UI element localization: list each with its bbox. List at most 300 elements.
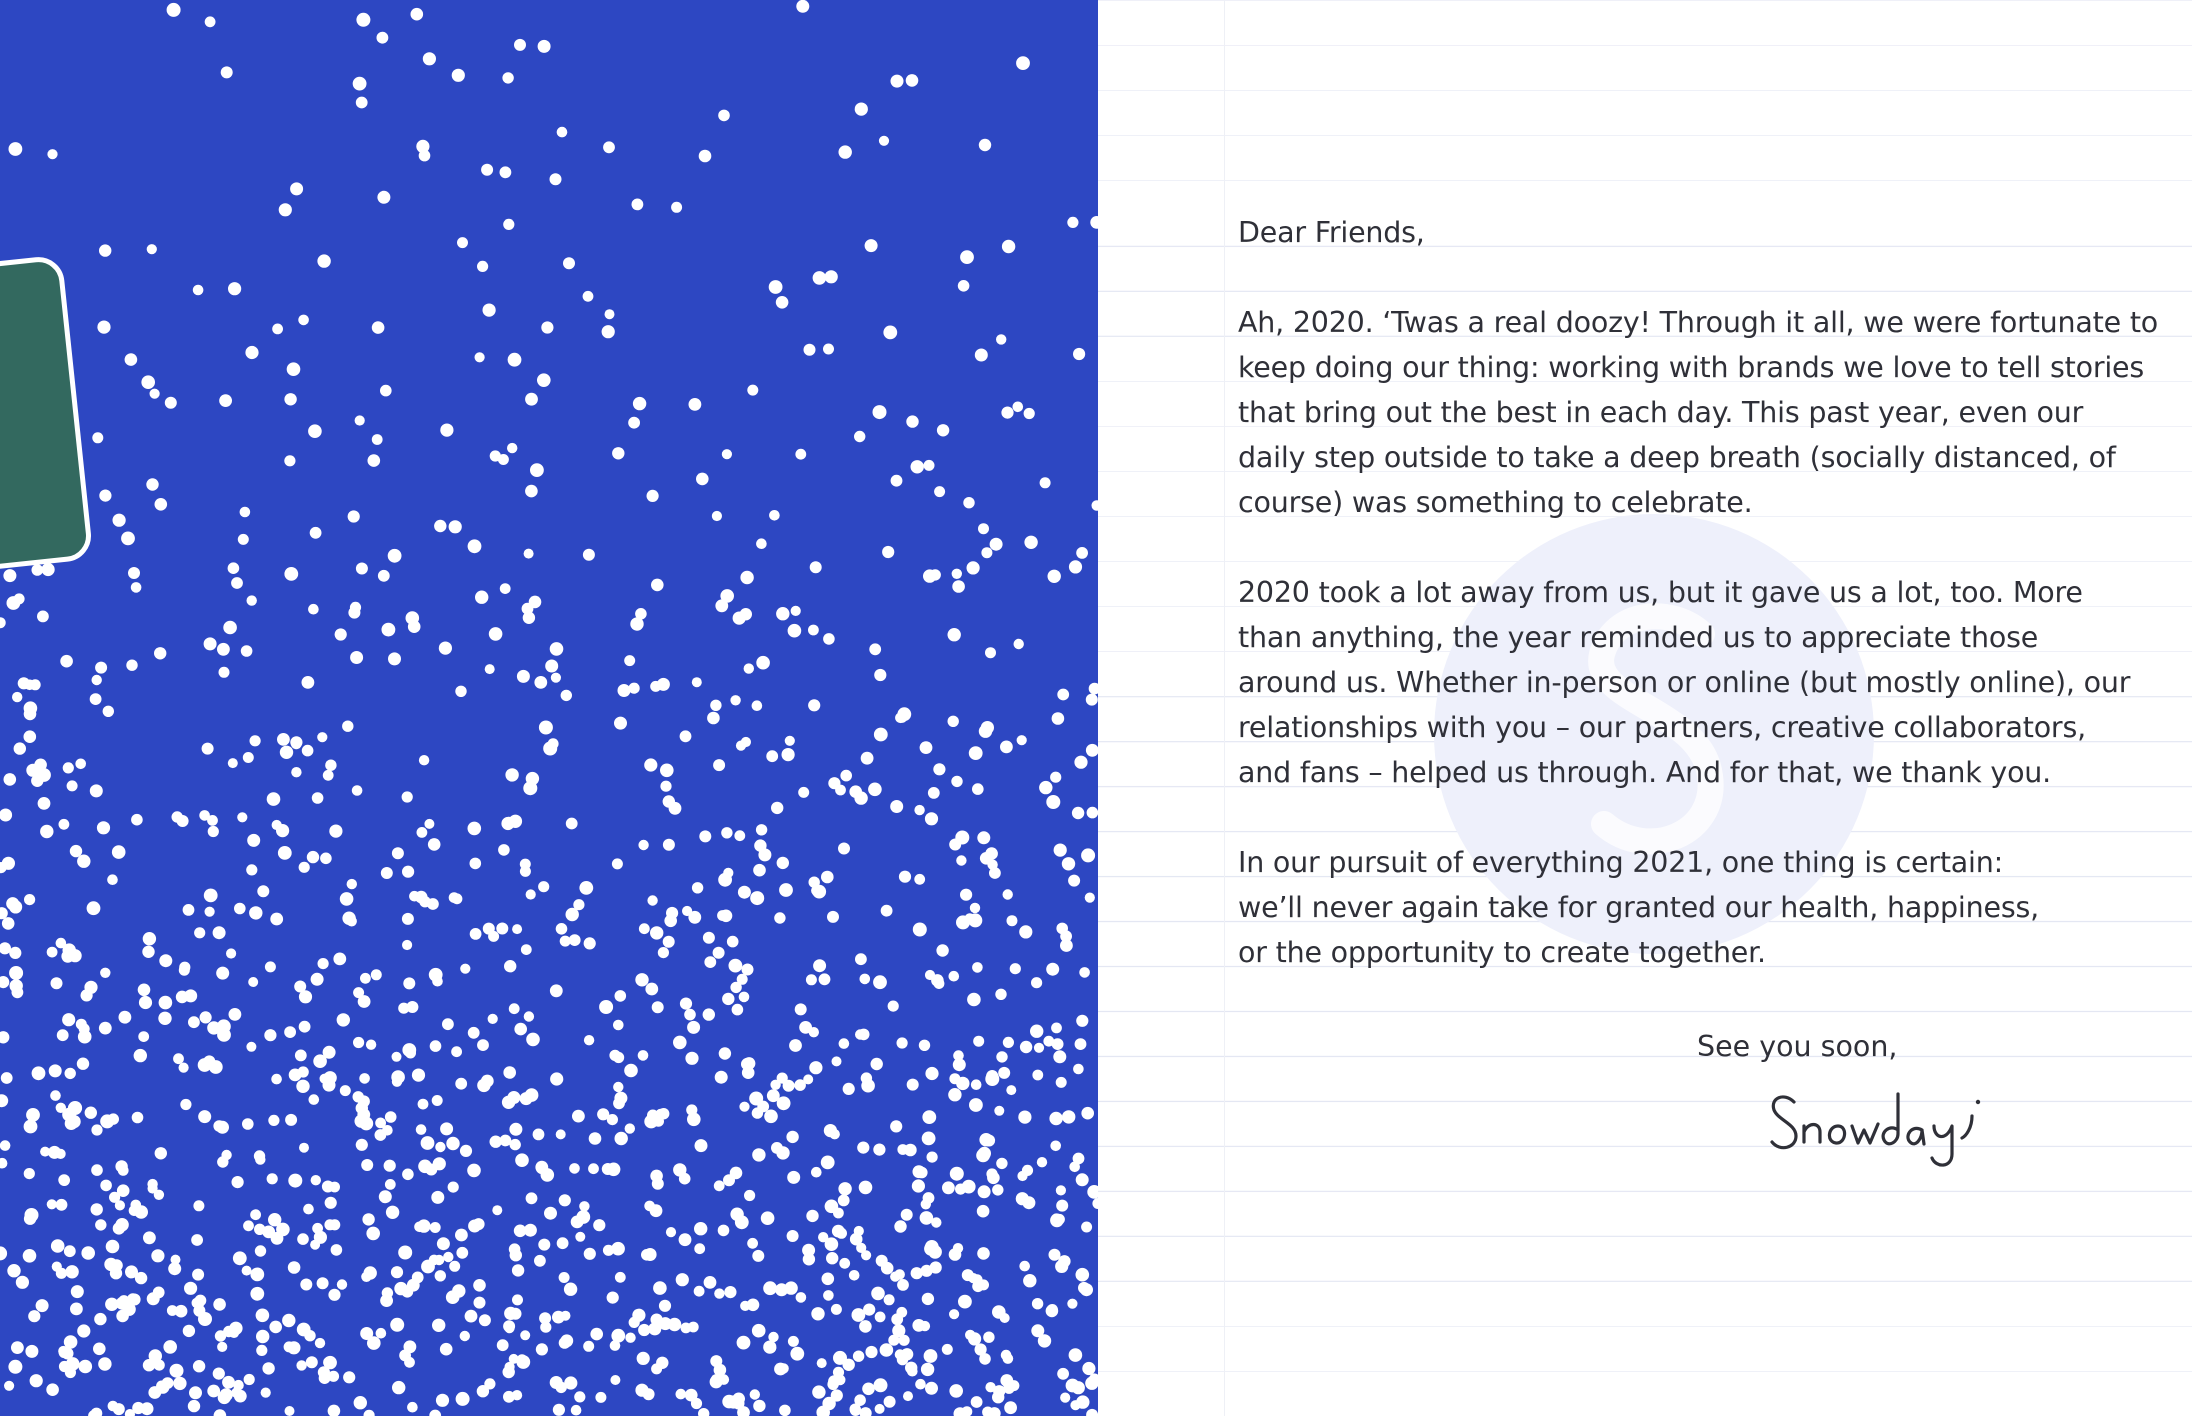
snowflake-dot <box>79 1360 93 1374</box>
snowflake-dot <box>650 926 663 939</box>
snowflake-dot <box>873 1144 885 1156</box>
snowflake-dot <box>960 250 974 264</box>
snowflake-dot <box>504 960 516 972</box>
snowflake-dot <box>692 677 702 687</box>
snowflake-dot <box>214 1409 227 1416</box>
snowflake-dot <box>311 973 324 986</box>
snowflake-dot <box>146 478 158 490</box>
snowflake-dot <box>612 447 624 459</box>
snowflake-dot <box>645 983 658 996</box>
snowflake-dot <box>193 285 204 296</box>
snowflake-dot <box>764 1110 778 1124</box>
snowflake-dot <box>539 1312 551 1324</box>
snowflake-dot <box>142 946 154 958</box>
snowflake-dot <box>1087 1185 1098 1199</box>
snowflake-dot <box>1069 1348 1083 1362</box>
snowflake-dot <box>250 1287 264 1301</box>
snowflake-dot <box>747 1238 758 1249</box>
snowflake-dot <box>501 817 514 830</box>
snowflake-dot <box>391 1266 403 1278</box>
snowflake-dot <box>419 150 431 162</box>
snowflake-dot <box>923 1192 935 1204</box>
snowflake-dot <box>291 738 302 749</box>
snowflake-dot <box>60 655 73 668</box>
snowflake-dot <box>753 864 766 877</box>
snowflake-dot <box>1000 741 1013 754</box>
snowflake-dot <box>551 673 561 683</box>
snowflake-dot <box>1031 1324 1044 1337</box>
snowflake-dot <box>517 670 530 683</box>
snowflake-dot <box>98 1357 111 1370</box>
snowflake-dot <box>644 1248 657 1261</box>
snowflake-dot <box>920 741 933 754</box>
snowflake-dot <box>605 309 615 319</box>
snowflake-dot <box>490 450 501 461</box>
paragraph-line: daily step outside to take a deep breath (socially distanced, of <box>1238 441 2116 474</box>
snowflake-dot <box>340 1085 351 1096</box>
snowflake-dot <box>97 321 110 334</box>
snowflake-dot <box>51 977 63 989</box>
snowflake-dot <box>7 1264 20 1277</box>
snowflake-dot <box>1069 560 1082 573</box>
snowflake-dot <box>644 758 657 771</box>
snowflake-dot <box>823 344 834 355</box>
snowflake-dot <box>223 621 237 635</box>
snowflake-dot <box>566 818 578 830</box>
snowflake-dot <box>1085 893 1095 903</box>
snowflake-dot <box>219 667 230 678</box>
snowflake-dot <box>56 938 67 949</box>
snowflake-dot <box>744 1190 755 1201</box>
snowflake-dot <box>470 928 482 940</box>
snowflake-dot <box>62 1013 75 1026</box>
snowflake-dot <box>371 969 382 980</box>
snowflake-dot <box>484 1378 495 1389</box>
snowflake-dot <box>118 1295 129 1306</box>
snowflake-dot <box>559 1194 571 1206</box>
snowflake-dot <box>924 1349 938 1363</box>
snowflake-dot <box>372 434 383 445</box>
snowflake-dot <box>971 1079 982 1090</box>
snowflake-dot <box>496 923 508 935</box>
snowflake-dot <box>744 663 754 673</box>
snowflake-dot <box>610 1375 620 1385</box>
snowflake-dot <box>714 1180 725 1191</box>
snowflake-dot <box>59 819 70 830</box>
snowflake-dot <box>747 385 758 396</box>
snowflake-dot <box>32 564 44 576</box>
snowflake-dot <box>526 772 539 785</box>
snowflake-dot <box>47 947 58 958</box>
snowflake-dot <box>58 1174 70 1186</box>
snowflake-dot <box>630 617 643 630</box>
snowflake-dot <box>553 1404 565 1416</box>
snowflake-dot <box>59 1361 70 1372</box>
snowflake-dot <box>106 1240 120 1254</box>
snowflake-dot <box>648 1322 661 1335</box>
snowflake-dot <box>809 877 820 888</box>
snowflake-dot <box>823 1290 834 1301</box>
snowflake-dot <box>550 173 562 185</box>
snowflake-dot <box>468 539 482 553</box>
snowflake-dot <box>154 1190 164 1200</box>
snowflake-dot <box>271 1074 282 1085</box>
snowflake-dot <box>520 1330 530 1340</box>
snowflake-dot <box>129 1205 140 1216</box>
snowflake-dot <box>875 1404 885 1414</box>
snowflake-dot <box>337 1013 350 1026</box>
snowflake-dot <box>921 1363 934 1376</box>
snowflake-dot <box>328 1289 340 1301</box>
snowflake-dot <box>411 8 424 21</box>
snowflake-dot <box>684 1009 696 1021</box>
snowflake-dot <box>651 1363 662 1374</box>
snowflake-dot <box>650 681 661 692</box>
snowflake-dot <box>500 583 511 594</box>
snowflake-dot <box>785 736 795 746</box>
snowflake-dot <box>922 1293 934 1305</box>
snowflake-dot <box>168 1262 181 1275</box>
snowflake-dot <box>569 1163 580 1174</box>
snowflake-dot <box>628 417 640 429</box>
snowflake-dot <box>317 732 327 742</box>
snowflake-dot <box>911 460 924 473</box>
snowflake-dot <box>550 642 564 656</box>
snowflake-dot <box>756 538 767 549</box>
snowflake-dot <box>589 1132 602 1145</box>
snowflake-dot <box>754 839 766 851</box>
snowflake-dot <box>406 611 420 625</box>
snowflake-dot <box>826 1252 838 1264</box>
paragraph-1 <box>1238 300 2159 525</box>
snowflake-dot <box>1072 807 1084 819</box>
snowflake-dot <box>584 937 596 949</box>
snowflake-dot <box>131 814 143 826</box>
snowflake-dot <box>761 1211 775 1225</box>
snowflake-dot <box>26 1108 40 1122</box>
snowflake-dot <box>446 1137 459 1150</box>
snowflake-dot <box>280 746 293 759</box>
snowflake-dot <box>822 1397 835 1410</box>
snowflake-dot <box>843 1083 855 1095</box>
snowflake-dot <box>776 296 789 309</box>
snowflake-dot <box>888 1001 899 1012</box>
snowflake-dot <box>515 1153 529 1167</box>
snowflake-dot <box>521 944 532 955</box>
snowflake-dot <box>1020 1041 1032 1053</box>
snowflake-dot <box>435 1142 445 1152</box>
snowflake-dot <box>84 981 97 994</box>
snowflake-dot <box>856 1243 866 1253</box>
snowflake-dot <box>524 549 534 559</box>
snowflake-dot <box>1013 402 1024 413</box>
snowflake-dot <box>956 1077 969 1090</box>
snowflake-dot <box>569 934 581 946</box>
snowflake-dot <box>0 976 9 988</box>
snowflake-dot <box>979 725 992 738</box>
snowflake-dot <box>925 1382 938 1395</box>
snowflake-dot <box>583 291 594 302</box>
snowflake-dot <box>804 344 816 356</box>
snowflake-dot <box>0 1094 8 1107</box>
snowflake-dot <box>265 961 276 972</box>
snowflake-dot <box>983 1332 994 1343</box>
snowflake-dot <box>809 1027 819 1037</box>
snowflake-dot <box>347 879 357 889</box>
snowflake-dot <box>827 1379 838 1390</box>
snowflake-dot <box>960 889 972 901</box>
snowflake-dot <box>348 607 360 619</box>
snowflake-dot <box>936 944 948 956</box>
snowflake-dot <box>548 738 559 749</box>
snowflake-dot <box>65 1068 76 1079</box>
snowflake-dot <box>955 1184 966 1195</box>
snowflake-dot <box>288 1174 302 1188</box>
snowflake-dot <box>138 984 151 997</box>
snowflake-dot <box>99 490 111 502</box>
snowflake-dot <box>836 1228 847 1239</box>
snowflake-dot <box>290 182 303 195</box>
snowflake-dot <box>38 797 51 810</box>
snowflake-dot <box>971 1396 983 1408</box>
snowflake-dot <box>354 1396 367 1409</box>
snowflake-dot <box>285 1114 297 1126</box>
snowflake-dot <box>356 563 368 575</box>
snowflake-dot <box>37 611 49 623</box>
snowflake-dot <box>217 643 230 656</box>
snowflake-dot <box>1057 1368 1069 1380</box>
snowflake-dot <box>368 454 381 467</box>
snowflake-dot <box>310 527 322 539</box>
snowflake-dot <box>284 455 295 466</box>
snowflake-dot <box>158 1012 171 1025</box>
snowflake-dot <box>71 1285 84 1298</box>
snowflake-dot <box>113 1222 125 1234</box>
snowflake-dot <box>433 1157 446 1170</box>
snowflake-dot <box>1073 348 1085 360</box>
snowflake-dot <box>221 66 233 78</box>
snowflake-dot <box>359 1073 370 1084</box>
snowflake-dot <box>1049 1112 1062 1125</box>
snowflake-dot <box>159 954 172 967</box>
snowflake-dot <box>658 947 669 958</box>
snowflake-dot <box>860 974 871 985</box>
snowflake-dot <box>614 1092 627 1105</box>
letter-paper <box>1098 0 2192 1416</box>
snowflake-dot <box>861 752 874 765</box>
snowflake-dot <box>449 1261 460 1272</box>
snowflake-dot <box>724 1286 736 1298</box>
snowflake-dot <box>372 321 385 334</box>
snowflake-dot <box>30 1374 43 1387</box>
snowflake-dot <box>956 855 966 865</box>
snowflake-dot <box>779 883 793 897</box>
snowflake-dot <box>1051 1023 1062 1034</box>
snowflake-dot <box>833 1208 844 1219</box>
snowflake-dot <box>324 1219 335 1230</box>
snowflake-dot <box>25 1345 38 1358</box>
snowflake-dot <box>299 1143 309 1153</box>
snowflake-dot <box>189 1386 202 1399</box>
snowflake-dot <box>261 1388 271 1398</box>
snowflake-dot <box>821 1156 835 1170</box>
snowflake-dot <box>309 1094 320 1105</box>
snowflake-dot <box>205 16 216 27</box>
snowflake-dot <box>455 1229 468 1242</box>
snowflake-dot <box>113 514 126 527</box>
snowflake-dot <box>68 1115 81 1128</box>
snowflake-dot <box>385 1179 396 1190</box>
snowflake-dot <box>1069 1162 1080 1173</box>
snowflake-dot <box>502 72 513 83</box>
snowflake-dot <box>855 103 868 116</box>
paragraph-line: and fans – helped us through. And for that, we thank you. <box>1238 756 2052 789</box>
snowflake-dot <box>105 1298 118 1311</box>
snowflake-dot <box>312 792 324 804</box>
snowflake-dot <box>752 1107 763 1118</box>
snowflake-dot <box>713 947 725 959</box>
snowflake-dot <box>564 1376 577 1389</box>
snowflake-dot <box>930 569 941 580</box>
snowflake-dot <box>925 1067 938 1080</box>
snowflake-dot <box>304 1330 315 1341</box>
snowflake-dot <box>179 965 190 976</box>
snowflake-dot <box>994 1106 1004 1116</box>
snowflake-dot <box>721 827 732 838</box>
snowflake-dot <box>1053 1050 1066 1063</box>
snowflake-dot <box>588 1163 599 1174</box>
snowflake-dot <box>838 1182 851 1195</box>
snowflake-dot <box>380 385 392 397</box>
snowflake-dot <box>1007 915 1018 926</box>
snowflake-dot <box>502 1096 515 1109</box>
snowflake-dot <box>36 1299 49 1312</box>
snowflake-dot <box>264 1029 276 1041</box>
snowflake-dot <box>222 1376 235 1389</box>
snowflake-dot <box>209 1060 223 1074</box>
paragraph-line: or the opportunity to create together. <box>1238 936 1766 969</box>
snowflake-dot <box>1060 939 1073 952</box>
snowflake-dot <box>216 1121 229 1134</box>
snowflake-dot <box>703 1008 715 1020</box>
snowflake-dot <box>1010 963 1021 974</box>
snowflake-dot <box>769 510 780 521</box>
snowflake-dot <box>644 1115 658 1129</box>
snowflake-dot <box>813 271 827 285</box>
snowflake-dot <box>514 39 526 51</box>
snowflake-dot <box>24 680 35 691</box>
snowflake-dot <box>825 1237 839 1251</box>
snowflake-dot <box>1062 857 1075 870</box>
snowflake-dot <box>308 604 319 615</box>
snowflake-dot <box>698 1408 709 1416</box>
snowflake-dot <box>63 762 74 773</box>
snowflake-dot <box>603 141 615 153</box>
snowflake-dot <box>375 1118 386 1129</box>
snowflake-dot <box>403 977 415 989</box>
snowflake-dot <box>343 1371 355 1383</box>
snowflake-dot <box>428 838 441 851</box>
snowflake-dot <box>615 990 627 1002</box>
snowflake-dot <box>766 750 778 762</box>
snowflake-dot <box>165 397 177 409</box>
snowflake-dot <box>399 1350 411 1362</box>
snowflake-dot <box>141 375 155 389</box>
snowflake-dot <box>635 973 648 986</box>
snowflake-dot <box>899 1335 910 1346</box>
snowflake-dot <box>386 1206 399 1219</box>
snowflake-dot <box>350 651 363 664</box>
signoff: See you soon, <box>1697 1030 1898 1063</box>
snowflake-dot <box>452 893 463 904</box>
snowflake-dot <box>673 1036 687 1050</box>
snowflake-dot <box>0 1031 9 1043</box>
snowflake-dot <box>538 881 549 892</box>
snowflake-dot <box>720 589 734 603</box>
snowflake-dot <box>147 1292 160 1305</box>
snowflake-dot <box>934 486 945 497</box>
snowflake-dot <box>992 1184 1003 1195</box>
snowflake-dot <box>505 768 518 781</box>
snowflake-dot <box>268 1213 281 1226</box>
snowflake-dot <box>557 1237 569 1249</box>
snowflake-dot <box>172 811 183 822</box>
snowflake-dot <box>138 1031 149 1042</box>
snowday-signature-icon <box>1766 1072 2006 1172</box>
snowflake-dot <box>680 730 692 742</box>
snowflake-dot <box>607 1163 621 1177</box>
snowflake-dot <box>337 1279 347 1289</box>
snowflake-dot <box>895 1349 905 1359</box>
snowflake-dot <box>248 977 258 987</box>
snowflake-dot <box>299 1021 311 1033</box>
snowflake-dot <box>0 1158 7 1169</box>
snowflake-dot <box>1079 967 1090 978</box>
snowflake-dot <box>77 1324 90 1337</box>
snowflake-dot <box>307 851 319 863</box>
snowflake-dot <box>904 1144 917 1157</box>
snowflake-dot <box>279 203 292 216</box>
snowflake-dot <box>576 1210 590 1224</box>
snowflake-dot <box>468 822 482 836</box>
snowflake-dot <box>922 1132 936 1146</box>
snowflake-dot <box>23 1249 37 1263</box>
snowflake-dot <box>859 1181 873 1195</box>
snowflake-dot <box>1022 1165 1033 1176</box>
snowflake-dot <box>503 1066 516 1079</box>
snowflake-dot <box>860 1407 872 1416</box>
snowflake-dot <box>855 953 867 965</box>
snowflake-dot <box>639 923 650 934</box>
snowflake-dot <box>593 1219 605 1231</box>
snowflake-dot <box>24 701 38 715</box>
snowflake-dot <box>77 1058 89 1070</box>
snowflake-dot <box>607 1292 619 1304</box>
snowflake-dot <box>188 1400 200 1412</box>
paragraph-3 <box>1238 840 2138 975</box>
snowflake-dot <box>859 1320 872 1333</box>
snowflake-dot <box>1086 744 1098 757</box>
snowflake-dot <box>0 617 6 628</box>
snowflake-dot <box>402 913 414 925</box>
snowflake-dot <box>485 664 495 674</box>
snowflake-dot <box>40 825 53 838</box>
snowflake-dot <box>429 1410 441 1416</box>
letter-body <box>1238 210 2159 975</box>
snowflake-dot <box>255 1245 266 1256</box>
snowflake-dot <box>440 424 453 437</box>
snowflake-dot <box>272 324 283 335</box>
